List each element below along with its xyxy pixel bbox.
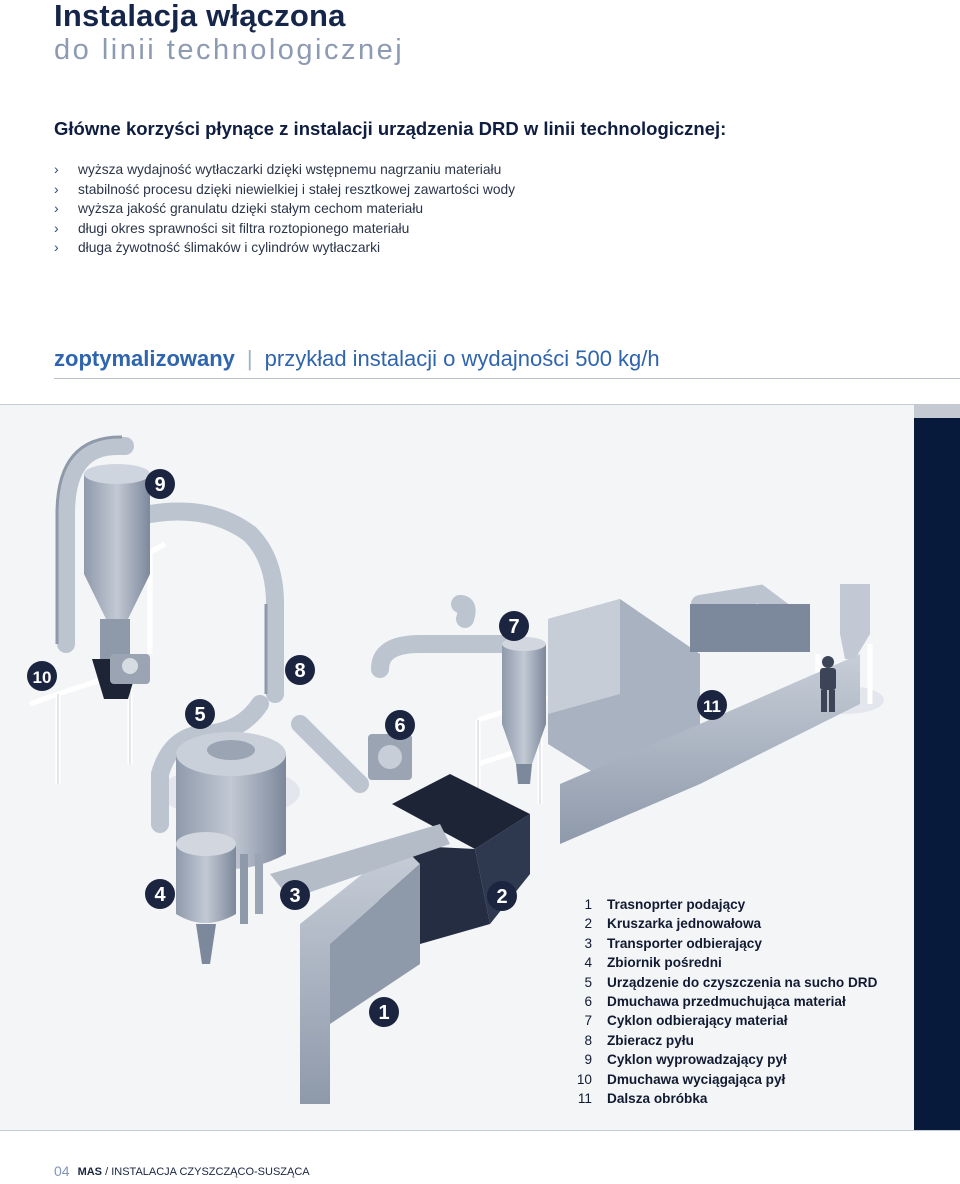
legend-label: Cyklon odbierający materiał	[607, 1013, 788, 1029]
benefit-text: stabilność procesu dzięki niewielkiej i stałej resztkowej zawartości wody	[78, 181, 516, 197]
chevron-right-icon: ›	[54, 180, 59, 197]
callout-8	[285, 655, 315, 685]
exhaust-fan	[110, 654, 150, 684]
legend-number: 5	[584, 974, 592, 990]
callout-2-label: 2	[496, 886, 508, 908]
chevron-right-icon: ›	[54, 219, 59, 236]
legend-number: 9	[584, 1052, 592, 1068]
callout-3	[280, 880, 310, 910]
footer-text: / INSTALACJA CZYSZCZĄCO-SUSZĄCA	[102, 1166, 310, 1178]
side-accent-bar-cap	[914, 404, 960, 418]
legend-label: Zbieracz pyłu	[607, 1032, 694, 1048]
benefit-item	[54, 199, 515, 219]
callout-7-label: 7	[508, 616, 520, 638]
callout-7	[499, 611, 529, 641]
legend-label: Dalsza obróbka	[607, 1090, 708, 1106]
legend-number: 11	[577, 1090, 592, 1106]
callout-1	[369, 997, 399, 1027]
legend-item	[566, 1050, 877, 1069]
callout-4-label: 4	[154, 884, 166, 906]
callout-6-label: 6	[394, 715, 406, 737]
page-title: Instalacja włączona	[54, 0, 346, 33]
legend-number: 6	[584, 993, 592, 1009]
callout-8-label: 8	[294, 660, 306, 682]
section-heading	[54, 346, 660, 372]
callout-6	[385, 710, 415, 740]
section-heading-separator: |	[246, 346, 253, 371]
intermediate-tank	[176, 832, 236, 964]
legend-number: 3	[584, 935, 592, 951]
benefits-list	[54, 160, 515, 258]
page-number: 04	[54, 1163, 70, 1179]
callout-5	[185, 699, 215, 729]
benefit-text: wyższa wydajność wytłaczarki dzięki wstępnemu nagrzaniu materiału	[78, 162, 502, 177]
legend-number: 4	[584, 955, 592, 971]
legend-label: Cyklon wyprowadzający pył	[607, 1052, 787, 1068]
legend-label: Zbiornik pośredni	[607, 955, 722, 971]
legend-item	[566, 1089, 877, 1108]
page-subtitle: do linii technologicznej	[54, 34, 405, 66]
legend-label: Dmuchawa wyciągająca pył	[607, 1071, 786, 1087]
callout-5-label: 5	[194, 704, 206, 726]
legend-item	[566, 992, 877, 1011]
chevron-right-icon: ›	[54, 239, 59, 255]
chevron-right-icon: ›	[54, 200, 59, 216]
side-accent-bar	[914, 404, 960, 1130]
legend-item	[566, 895, 877, 914]
callout-10-label: 10	[32, 668, 52, 687]
legend-item	[566, 934, 877, 953]
callout-9	[145, 469, 175, 499]
benefit-item	[54, 160, 515, 180]
callout-2	[487, 881, 517, 911]
callout-9-label: 9	[154, 474, 166, 496]
legend-item	[566, 1070, 877, 1089]
legend-item	[566, 973, 877, 992]
legend-item	[566, 1011, 877, 1030]
page-footer	[54, 1163, 310, 1179]
footer-divider	[0, 1130, 960, 1131]
callout-3-label: 3	[289, 885, 301, 907]
divider	[54, 378, 960, 379]
legend-number: 7	[584, 1013, 592, 1029]
benefit-item	[54, 180, 515, 200]
benefit-text: długi okres sprawności sit filtra roztopionego materiału	[78, 220, 410, 236]
legend-item	[566, 953, 877, 972]
callout-10	[27, 661, 57, 691]
diagram-legend	[566, 895, 877, 1108]
benefit-text: wyższa jakość granulatu dzięki stałym cechom materiału	[78, 201, 424, 216]
callout-4	[145, 879, 175, 909]
legend-number: 1	[584, 897, 592, 912]
chevron-right-icon: ›	[54, 161, 59, 177]
benefits-heading: Główne korzyści płynące z instalacji urządzenia DRD w linii technologicznej:	[54, 118, 727, 139]
section-heading-strong: zoptymalizowany	[54, 346, 235, 371]
legend-label: Trasnoprter podający	[607, 897, 746, 912]
legend-number: 10	[576, 1071, 592, 1087]
benefit-item	[54, 219, 515, 239]
legend-number: 2	[584, 916, 592, 932]
benefit-item	[54, 238, 515, 258]
callout-11-label: 11	[703, 697, 721, 716]
legend-label: Urządzenie do czyszczenia na sucho DRD	[607, 974, 878, 990]
legend-label: Kruszarka jednowałowa	[607, 916, 762, 932]
legend-label: Transporter odbierający	[607, 935, 762, 951]
callout-1-label: 1	[378, 1002, 390, 1024]
legend-number: 8	[584, 1032, 592, 1048]
legend-item	[566, 1031, 877, 1050]
footer-brand: MAS	[77, 1166, 103, 1178]
legend-label: Dmuchawa przedmuchująca materiał	[607, 993, 846, 1009]
benefit-text: długa żywotność ślimaków i cylindrów wytłaczarki	[78, 240, 381, 255]
callout-11	[697, 690, 727, 720]
blower	[368, 734, 412, 780]
section-heading-rest: przykład instalacji o wydajności 500 kg/h	[264, 346, 660, 371]
legend-item	[566, 914, 877, 933]
